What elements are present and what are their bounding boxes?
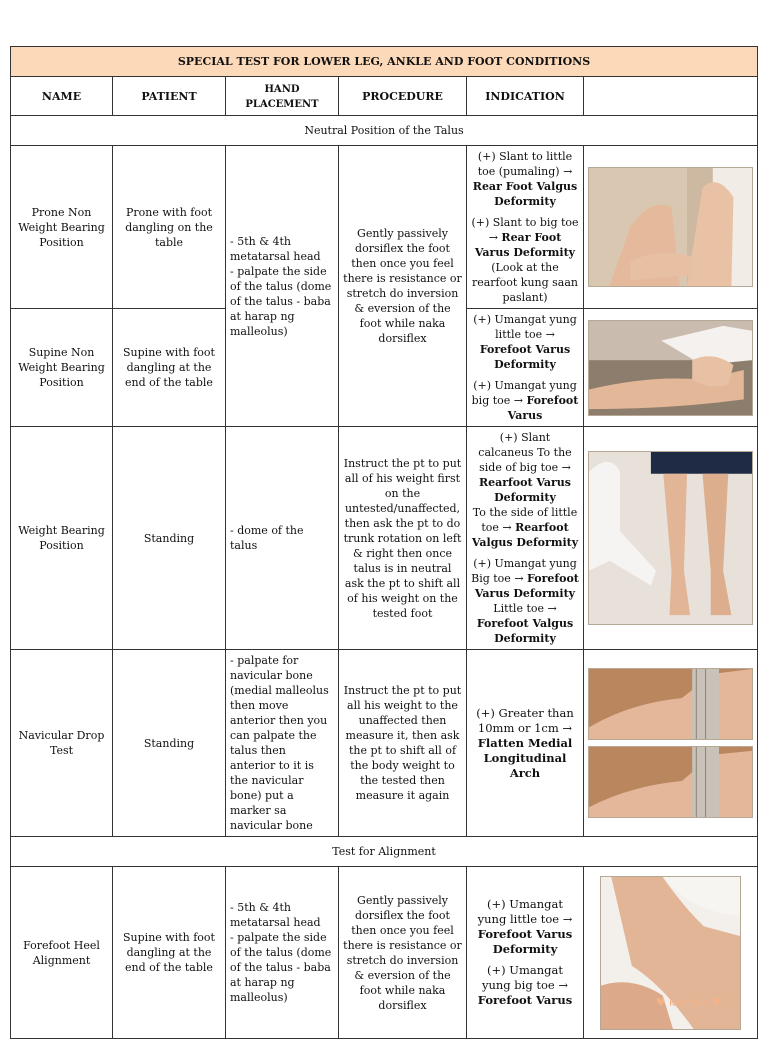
forefoot-hand-placement: - 5th & 4th metatarsal head - palpate the side of the talus (dome of the talus - baba at harap ng malleolus) xyxy=(226,867,339,1039)
section-alignment: Test for Alignment xyxy=(11,837,758,867)
prone-indication: (+) Slant to little toe (pumaling) → Rear Foot Valgus Deformity (+) Slant to big toe → Rear Foot Varus Deformity (Look at the rearfoot kung saan paslant) xyxy=(467,146,584,309)
prone-photo-cell xyxy=(584,146,758,309)
weight-name: Weight Bearing Position xyxy=(11,427,113,650)
supine-name: Supine Non Weight Bearing Position xyxy=(11,309,113,427)
prone-patient: Prone with foot dangling on the table xyxy=(113,146,226,309)
header-procedure: PROCEDURE xyxy=(339,77,467,116)
supine-foot-photo xyxy=(588,320,753,416)
navicular-photo-cell xyxy=(584,650,758,837)
weight-legs-photo xyxy=(588,451,753,625)
table-row xyxy=(11,146,758,309)
navicular-patient: Standing xyxy=(113,650,226,837)
shared-hand-placement: - 5th & 4th metatarsal head - palpate the side of the talus (dome of the talus - baba at harap ng malleolus) xyxy=(226,146,339,427)
forefoot-name: Forefoot Heel Alignment xyxy=(11,867,113,1039)
weight-indication: (+) Slant calcaneus To the side of big toe → Rearfoot Varus Deformity To the side of little toe → Rearfoot Valgus Deformity (+) Umangat yung Big toe → Forefoot Varus Deformity Little toe → Forefoot Valgus Deformity xyxy=(467,427,584,650)
prone-foot-photo xyxy=(588,167,753,287)
table-row xyxy=(11,427,758,650)
forefoot-photo-cell xyxy=(584,867,758,1039)
supine-patient: Supine with foot dangling at the end of the table xyxy=(113,309,226,427)
special-test-table xyxy=(10,46,758,1039)
table-row xyxy=(11,650,758,837)
table-title: SPECIAL TEST FOR LOWER LEG, ANKLE AND FOOT CONDITIONS xyxy=(11,47,758,77)
forefoot-patient: Supine with foot dangling at the end of the table xyxy=(113,867,226,1039)
header-hand-placement: HAND PLACEMENT xyxy=(226,77,339,116)
navicular-indication: (+) Greater than 10mm or 1cm → Flatten Medial Longitudinal Arch xyxy=(467,650,584,837)
navicular-hand-placement: - palpate for navicular bone (medial malleolus then move anterior then you can palpate the talus then anterior to it is the navicular bone) put a marker sa navicular bone xyxy=(226,650,339,837)
supine-photo-cell xyxy=(584,309,758,427)
weight-patient: Standing xyxy=(113,427,226,650)
prone-name: Prone Non Weight Bearing Position xyxy=(11,146,113,309)
header-patient: PATIENT xyxy=(113,77,226,116)
weight-procedure: Instruct the pt to put all of his weight first on the untested/unaffected, then ask the pt to do trunk rotation on left & right then once talus is in neutral ask the pt to shift all of his weight on the tested foot xyxy=(339,427,467,650)
forefoot-procedure: Gently passively dorsiflex the foot then once you feel there is resistance or stretch do inversion & eversion of the foot while naka dorsiflex xyxy=(339,867,467,1039)
navicular-after-photo xyxy=(588,746,753,818)
weight-hand-placement: - dome of the talus xyxy=(226,427,339,650)
header-image xyxy=(584,77,758,116)
navicular-before-photo xyxy=(588,668,753,740)
weight-photo-cell xyxy=(584,427,758,650)
supine-indication: (+) Umangat yung little toe → Forefoot Varus Deformity (+) Umangat yung big toe → Forefoot Varus xyxy=(467,309,584,427)
header-name: NAME xyxy=(11,77,113,116)
watermark: ♥ kmnlvc ♥ xyxy=(655,996,722,1009)
header-indication: INDICATION xyxy=(467,77,584,116)
table-row xyxy=(11,867,758,1039)
navicular-procedure: Instruct the pt to put all his weight to the unaffected then measure it, then ask the pt to shift all of the body weight to the tested then measure it again xyxy=(339,650,467,837)
navicular-name: Navicular Drop Test xyxy=(11,650,113,837)
forefoot-indication: (+) Umangat yung little toe → Forefoot Varus Deformity (+) Umangat yung big toe → Forefoot Varus xyxy=(467,867,584,1039)
section-neutral-talus: Neutral Position of the Talus xyxy=(11,116,758,146)
shared-procedure: Gently passively dorsiflex the foot then once you feel there is resistance or stretch do inversion & eversion of the foot while naka dorsiflex xyxy=(339,146,467,427)
